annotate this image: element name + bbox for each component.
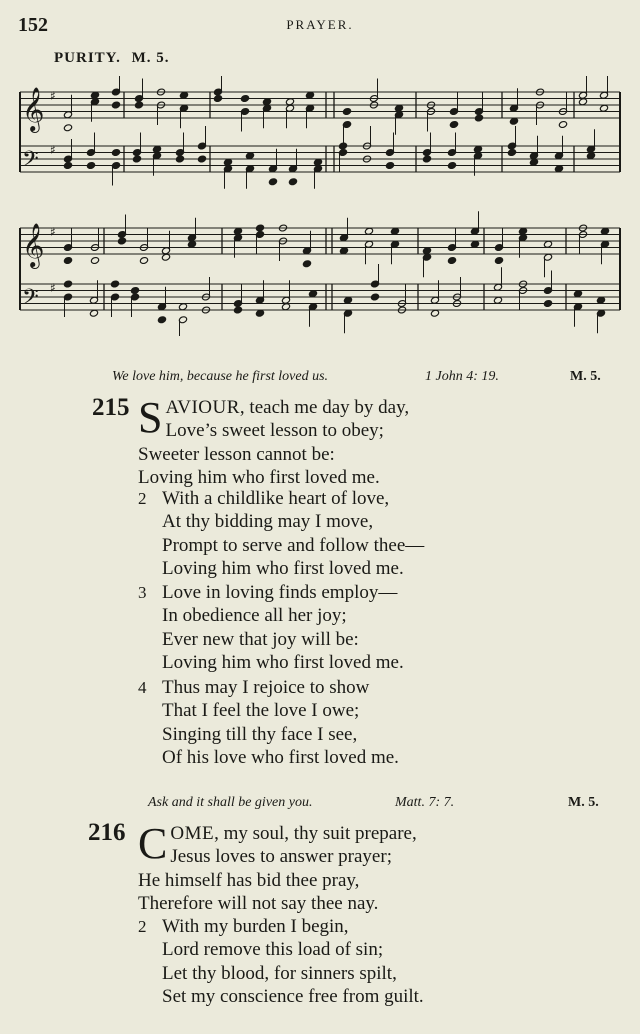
note-head <box>240 95 249 103</box>
note-head <box>558 121 567 129</box>
sharp-icon: ♯ <box>50 88 56 103</box>
drop-cap: C <box>138 819 168 868</box>
note-head <box>255 224 264 232</box>
note-head <box>370 293 379 301</box>
verse-number: 2 <box>138 489 147 508</box>
verse-number: 4 <box>138 678 147 697</box>
hymn-meter: M. 5. <box>570 369 601 384</box>
verse-line: He himself has bid thee pray, <box>138 869 360 891</box>
verse-line: Loving him who first loved me. <box>138 467 380 489</box>
staff <box>20 211 620 277</box>
verse-line: Set my conscience free from guilt. <box>162 986 424 1008</box>
verse-line: SAVIOUR, teach me day by day, <box>138 393 410 442</box>
hymn-215-verse-4 <box>138 676 618 770</box>
verse-number: 2 <box>138 917 147 936</box>
bass-clef-icon: 𝄢 <box>22 147 39 177</box>
note-head <box>288 178 297 186</box>
scripture-citation: 1 John 4: 19. <box>425 369 499 384</box>
sharp-icon: ♯ <box>50 280 56 295</box>
note-head <box>175 155 184 163</box>
verse-line: COME, my soul, thy suit prepare, <box>138 819 417 868</box>
tune-heading <box>54 50 170 67</box>
note-head <box>233 306 242 314</box>
note-head <box>111 149 120 157</box>
note-head <box>63 124 72 132</box>
note-head <box>447 162 456 170</box>
note-head <box>63 162 72 170</box>
tune-name: PURITY. <box>54 50 121 66</box>
note-head <box>90 257 99 265</box>
note-head <box>117 237 126 245</box>
verse-line: Ever new that joy will be: <box>162 628 359 650</box>
note-head <box>422 155 431 163</box>
note-head <box>130 287 139 295</box>
verse-line: 2 With a childlike heart of love, <box>138 488 390 509</box>
hymn-215-verse-3 <box>138 581 618 675</box>
hymn-number: 215 <box>92 394 130 421</box>
verse-line: Loving him who first loved me. <box>162 558 404 580</box>
note-head <box>385 162 394 170</box>
note-head <box>342 108 351 116</box>
staff <box>20 264 620 336</box>
note-head <box>268 178 277 186</box>
verse-line: Prompt to serve and follow thee— <box>162 534 425 556</box>
running-title: PRAYER. <box>286 17 354 32</box>
first-word-rest: OME <box>170 823 215 844</box>
note-head <box>449 121 458 129</box>
note-head <box>111 101 120 109</box>
verse-line: Love’s sweet lesson to obey; <box>165 420 384 442</box>
sharp-icon: ♯ <box>50 224 56 239</box>
staff <box>20 126 620 189</box>
hymn-meter: M. 5. <box>568 795 599 810</box>
verse-line: Let thy blood, for sinners spilt, <box>162 962 397 984</box>
hymn-number: 216 <box>88 819 126 846</box>
note-head <box>157 316 166 324</box>
first-word-rest: AVIOUR <box>165 397 240 418</box>
verse-line: Therefore will not say thee nay. <box>138 893 379 915</box>
note-head <box>474 114 483 122</box>
note-head <box>507 149 516 157</box>
verse-line: 4 Thus may I rejoice to show <box>138 677 370 698</box>
staff <box>20 76 620 145</box>
scripture-citation: Matt. 7: 7. <box>395 795 455 810</box>
verse-line: At thy bidding may I move, <box>162 511 374 533</box>
hymn-215-verse-1 <box>138 393 618 490</box>
bass-clef-icon: 𝄢 <box>22 285 39 315</box>
treble-clef-icon: 𝄞 <box>22 87 45 131</box>
scripture-quote: Ask and it shall be given you. <box>148 795 313 810</box>
drop-cap: S <box>138 393 163 442</box>
note-head <box>213 95 222 103</box>
music-score-system-1 <box>14 76 628 194</box>
note-head <box>338 142 347 150</box>
note-head <box>63 280 72 288</box>
note-head <box>110 280 119 288</box>
note-head <box>63 257 72 265</box>
hymn-215-verse-2 <box>138 487 618 581</box>
note-head <box>197 155 206 163</box>
verse-number: 3 <box>138 583 147 602</box>
verse-line: Jesus loves to answer prayer; <box>170 846 392 868</box>
verse-line: Lord remove this load of sin; <box>162 939 384 961</box>
note-head <box>543 300 552 308</box>
note-head <box>134 101 143 109</box>
scripture-quote: We love him, because he first loved us. <box>112 369 329 384</box>
verse-line: 2 With my burden I begin, <box>138 916 349 937</box>
note-head <box>494 257 503 265</box>
note-head <box>139 257 148 265</box>
music-score-system-2 <box>14 206 628 336</box>
hymn-216-verse-1 <box>138 819 618 916</box>
page-number: 152 <box>18 14 48 36</box>
verse-line: Singing till thy face I see, <box>162 723 358 745</box>
verse-line: That I feel the love I owe; <box>162 700 360 722</box>
tune-meter: M. 5. <box>131 50 170 66</box>
hymn-216-verse-2 <box>138 915 618 1009</box>
sharp-icon: ♯ <box>50 142 56 157</box>
verse-line: Loving him who first loved me. <box>162 652 404 674</box>
note-head <box>86 162 95 170</box>
treble-clef-icon: 𝄞 <box>22 223 45 267</box>
verse-line: In obedience all her joy; <box>162 605 347 627</box>
note-head <box>302 260 311 268</box>
note-head <box>447 257 456 265</box>
note-head <box>132 155 141 163</box>
verse-line: Of his love who first loved me. <box>162 747 399 769</box>
verse-line: 3 Love in loving finds employ— <box>138 582 398 603</box>
verse-line: Sweeter lesson cannot be: <box>138 443 335 465</box>
